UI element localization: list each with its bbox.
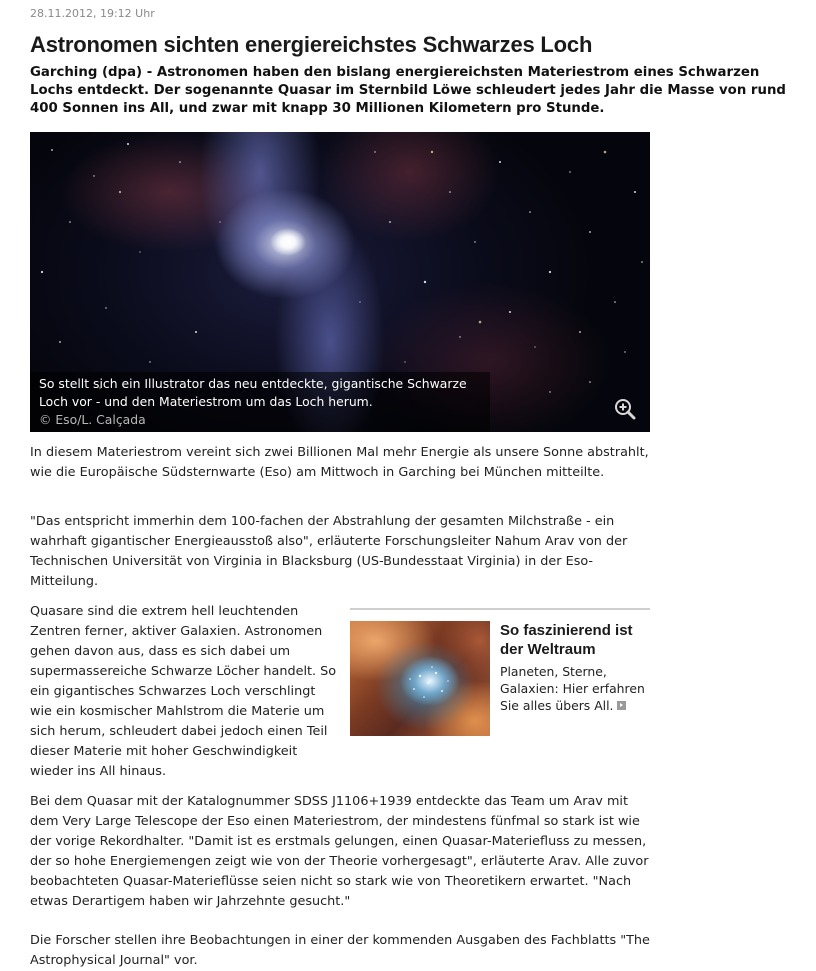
article-date: 28.11.2012, 19:12 Uhr: [30, 7, 155, 20]
article-paragraph: Bei dem Quasar mit der Katalognummer SDSS J1106+1939 entdeckte das Team um Arav mit dem Very Large Telescope der Eso einen Materiestrom, der mindestens fünfmal so stark ist wie der vorige Rekordhalter. "Damit ist es erstmals gelungen, einen Quasar-Materiefluss zu messen, der so hohe Energiemengen zeigt wie von der Theorie vorhergesagt", erläuterte Arav. Alle zuvor beobachteten Quasar-Materieflüsse seien nicht so stark wie von Theoretikern erwartet. "Nach etwas Derartigem haben wir Jahrzehnte gesucht.": [30, 794, 649, 909]
article-lead: Garching (dpa) - Astronomen haben den bislang energiereichsten Materiestrom eines Schwarzen Lochs entdeckt. Der sogenannte Quasar im Sternbild Löwe schleudert jedes Jahr die Masse von rund 400 Sonnen ins All, und zwar mit knapp 30 Millionen Kilometern pro Stunde.: [30, 65, 786, 116]
article-paragraph: Quasare sind die extrem hell leuchtenden Zentren ferner, aktiver Galaxien. Astronomen gehen davon aus, dass es sich dabei um supermassereiche Schwarze Löcher handelt. So ein gigantisches Schwarzes Loch verschlingt wie ein kosmischer Mahlstrom die Materie um sich herum, schleudert dabei jedoch einen Teil dieser Materie mit hoher Geschwindigkeit wieder ins All hinaus.: [30, 604, 337, 779]
article-headline: Astronomen sichten energiereichstes Schwarzes Loch: [30, 32, 593, 57]
image-credit: © Eso/L. Calçada: [39, 412, 146, 427]
teaser-text: Planeten, Sterne, Galaxien: Hier erfahren Sie alles übers All.: [500, 664, 645, 713]
teaser-stars: [350, 621, 490, 736]
article-paragraph: In diesem Materiestrom vereint sich zwei Billionen Mal mehr Energie als unsere Sonne abstrahlt, wie die Europäische Südsternwarte (Eso) am Mittwoch in Garching bei München mitteilte.: [30, 445, 649, 480]
arrow-right-icon[interactable]: [617, 701, 626, 710]
teaser-title[interactable]: So faszinierend ist der Weltraum: [500, 622, 633, 658]
zoom-icon[interactable]: [613, 397, 637, 421]
teaser-image[interactable]: [350, 621, 490, 736]
image-caption: So stellt sich ein Illustrator das neu entdeckte, gigantische Schwarze Loch vor - und den Materiestrom um das Loch herum.: [39, 376, 467, 409]
article-hero-image[interactable]: [30, 132, 650, 432]
article-paragraph: "Das entspricht immerhin dem 100-fachen der Abstrahlung der gesamten Milchstraße - ein wahrhaft gigantischer Energieausstoß also", erläuterte Forschungsleiter Nahum Arav von der Technischen Universität von Virginia in Blacksburg (US-Bundesstaat Virginia) in der Eso-Mitteilung.: [30, 514, 628, 589]
related-teaser[interactable]: [350, 608, 650, 738]
article-paragraph: Die Forscher stellen ihre Beobachtungen in einer der kommenden Ausgaben des Fachblatts "The Astrophysical Journal" vor.: [30, 933, 650, 968]
